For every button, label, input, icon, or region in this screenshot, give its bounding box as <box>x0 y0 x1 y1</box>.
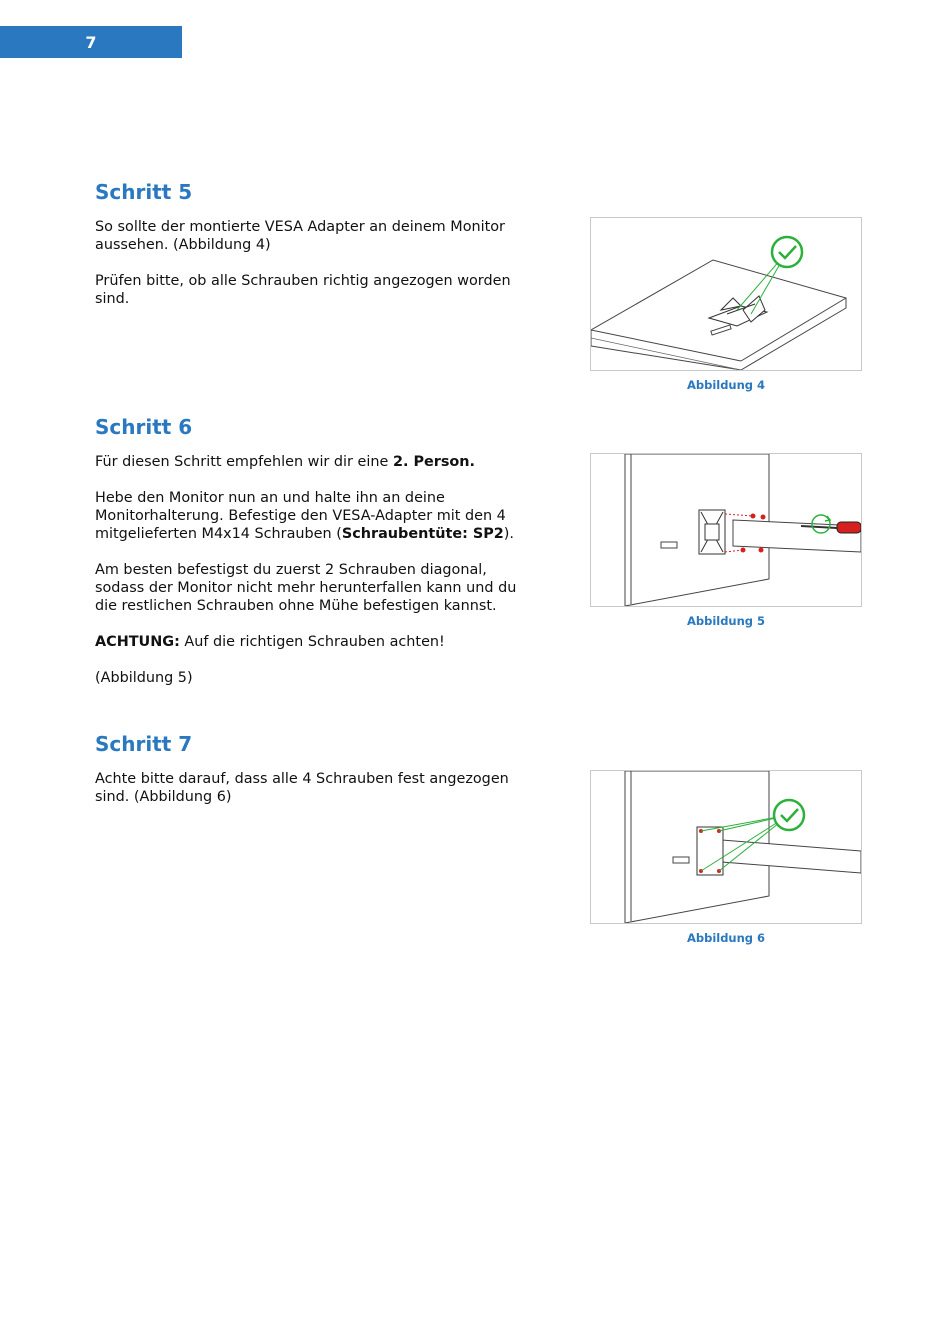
step-7-text-1: Achte bitte darauf, dass alle 4 Schrauben fest angezogen sind. (Abbildung 6) <box>95 771 509 805</box>
figure-6-image <box>590 770 862 924</box>
step-5-section <box>95 180 535 326</box>
figure-5 <box>590 453 862 628</box>
step-6-text-1-bold: 2. Person. <box>392 454 476 470</box>
step-5-text-2: Prüfen bitte, ob alle Schrauben richtig angezogen worden sind. <box>95 273 511 307</box>
step-6-text-2 <box>95 489 535 543</box>
step-5-title: Schritt 5 <box>95 180 193 204</box>
step-6-section <box>95 415 535 705</box>
step-6-text-2-bold: Schraubentüte: SP2 <box>341 526 504 542</box>
check-icon <box>772 237 802 267</box>
step-6-text-1 <box>95 453 535 471</box>
step-6-text-4 <box>95 633 535 651</box>
step-6-warning-text: Auf die richtigen Schrauben achten! <box>179 634 445 650</box>
step-6-text-2-plain: Hebe den Monitor nun an und halte ihn an deine Monitorhalterung. Befestige den VESA-Adapter mit den 4 mitgelieferten M4x14 Schrauben ( <box>95 490 506 542</box>
check-icon <box>774 800 804 830</box>
figure-6-caption: Abbildung 6 <box>686 931 766 945</box>
step-7-section <box>95 732 535 824</box>
figure-5-image <box>590 453 862 607</box>
step-6-text-1-plain: Für diesen Schritt empfehlen wir dir eine <box>95 454 393 470</box>
figure-5-caption: Abbildung 5 <box>686 614 766 628</box>
step-6-title: Schritt 6 <box>95 415 193 439</box>
figure-4-image <box>590 217 862 371</box>
page-number-tab <box>0 26 182 58</box>
step-6-warning-label: ACHTUNG: <box>95 634 180 650</box>
figure-4 <box>590 217 862 392</box>
step-5-text-1: So sollte der montierte VESA Adapter an deinem Monitor aussehen. (Abbildung 4) <box>95 219 505 253</box>
figure-6 <box>590 770 862 945</box>
step-6-text-3: Am besten befestigst du zuerst 2 Schrauben diagonal, sodass der Monitor nicht mehr herunterfallen kann und du die restlichen Schrauben ohne Mühe befestigen kannst. <box>95 562 517 614</box>
step-6-text-2-end: ). <box>503 526 514 542</box>
step-7-title: Schritt 7 <box>95 732 193 756</box>
page-number: 7 <box>85 32 97 52</box>
step-6-text-5: (Abbildung 5) <box>95 670 193 686</box>
figure-4-caption: Abbildung 4 <box>686 378 766 392</box>
